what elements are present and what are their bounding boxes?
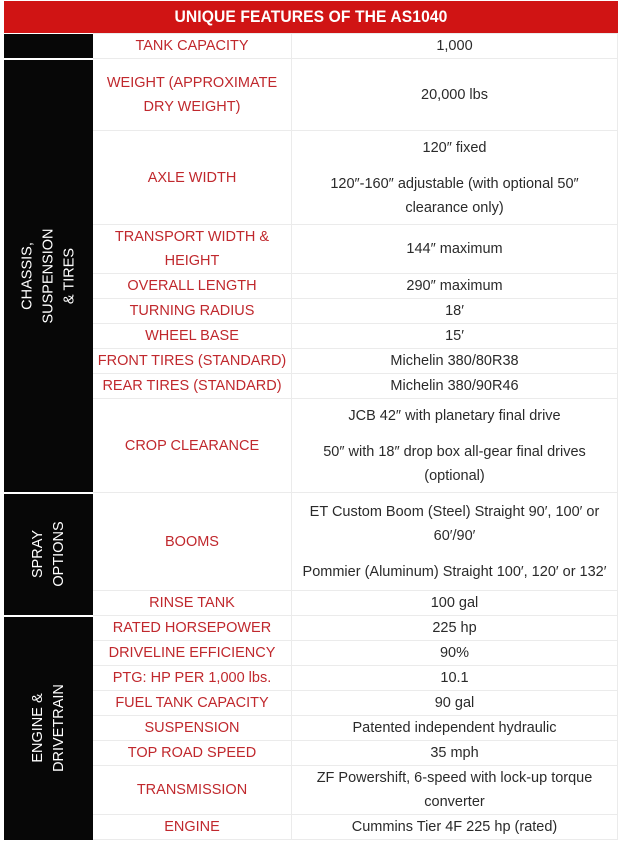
feature-value: [292, 274, 618, 299]
feature-label: RINSE TANK: [93, 591, 292, 616]
feature-value-line: Pommier (Aluminum) Straight 100′, 120′ or 132′: [302, 563, 607, 580]
table-row: [4, 59, 618, 131]
section-label-line: SPRAY: [29, 529, 46, 579]
feature-value: [292, 815, 618, 840]
feature-value: [292, 299, 618, 324]
section-label-cell: [4, 493, 93, 616]
feature-label: REAR TIRES (STANDARD): [93, 374, 292, 399]
feature-value: [292, 766, 618, 815]
feature-value: [292, 493, 618, 591]
feature-value: [292, 59, 618, 131]
feature-value: [292, 131, 618, 225]
feature-value-line: Patented independent hydraulic: [352, 720, 557, 736]
table-row: [4, 493, 618, 591]
feature-label: TURNING RADIUS: [93, 299, 292, 324]
table-row: [4, 324, 618, 349]
section-label-line: & TIRES: [61, 247, 77, 304]
table-row: [4, 349, 618, 374]
feature-value-line: 90%: [439, 645, 470, 661]
table-row: [4, 815, 618, 840]
table-row: [4, 766, 618, 815]
section-label: [17, 228, 80, 323]
section-label-line: SUSPENSION: [40, 227, 56, 324]
feature-label: WEIGHT (APPROXIMATE DRY WEIGHT): [93, 59, 292, 131]
feature-label: PTG: HP PER 1,000 lbs.: [93, 666, 292, 691]
feature-value-line: JCB 42″ with planetary final drive: [348, 407, 561, 424]
feature-label: CROP CLEARANCE: [93, 399, 292, 493]
feature-value-line: 120″ fixed: [422, 139, 487, 156]
feature-value: [292, 324, 618, 349]
section-label: [28, 521, 70, 586]
feature-value: [292, 225, 618, 274]
table-row: [4, 616, 618, 641]
feature-value-line: Michelin 380/90R46: [390, 378, 519, 394]
feature-value: 1,000: [292, 34, 618, 59]
feature-value-line: 50″ with 18″ drop box all-gear final drives (optional): [323, 443, 586, 484]
feature-value: [292, 716, 618, 741]
feature-value: [292, 691, 618, 716]
table-row: [4, 274, 618, 299]
feature-value-line: 10.1: [440, 670, 469, 686]
feature-value-line: 225 hp: [432, 620, 477, 636]
section-cell-empty: [4, 34, 93, 59]
feature-label: WHEEL BASE: [93, 324, 292, 349]
feature-label: ENGINE: [93, 815, 292, 840]
feature-label: RATED HORSEPOWER: [93, 616, 292, 641]
table-row: [4, 374, 618, 399]
feature-label: FRONT TIRES (STANDARD): [93, 349, 292, 374]
table-row: [4, 741, 618, 766]
feature-value-line: 35 mph: [430, 745, 479, 761]
feature-label: TRANSPORT WIDTH & HEIGHT: [93, 225, 292, 274]
feature-label: DRIVELINE EFFICIENCY: [93, 641, 292, 666]
feature-label: TANK CAPACITY: [93, 34, 292, 59]
table-row: [4, 666, 618, 691]
table-row: [4, 131, 618, 225]
section-label-line: DRIVETRAIN: [50, 684, 67, 772]
feature-label: TOP ROAD SPEED: [93, 741, 292, 766]
table-row: [4, 399, 618, 493]
feature-label: AXLE WIDTH: [93, 131, 292, 225]
feature-value-line: ET Custom Boom (Steel) Straight 90′, 100′ or 60′/90′: [309, 503, 600, 544]
table-row: [4, 716, 618, 741]
feature-value-line: 15′: [445, 328, 464, 344]
feature-value-line: 290″ maximum: [406, 278, 503, 294]
feature-value-line: 20,000 lbs: [421, 86, 488, 103]
table-title: UNIQUE FEATURES OF THE AS1040: [29, 1, 594, 33]
feature-value-line: 144″ maximum: [406, 241, 503, 257]
table-row: [4, 641, 618, 666]
feature-value-line: 18′: [445, 303, 464, 319]
feature-label: FUEL TANK CAPACITY: [93, 691, 292, 716]
feature-value: [292, 616, 618, 641]
feature-value-line: Michelin 380/80R38: [390, 353, 519, 369]
feature-label: BOOMS: [93, 493, 292, 591]
features-table-container: [4, 1, 618, 840]
section-label-line: OPTIONS: [50, 521, 67, 587]
table-row: [4, 225, 618, 274]
feature-label: SUSPENSION: [93, 716, 292, 741]
feature-value: [292, 349, 618, 374]
feature-value: [292, 666, 618, 691]
table-row: [4, 591, 618, 616]
feature-value: [292, 374, 618, 399]
feature-value-line: 120″-160″ adjustable (with optional 50″ clearance only): [330, 175, 579, 216]
feature-value: [292, 591, 618, 616]
section-label-cell: [4, 59, 93, 493]
features-table: [4, 33, 618, 840]
feature-value: [292, 741, 618, 766]
feature-value: [292, 399, 618, 493]
section-label-line: CHASSIS,: [19, 241, 35, 310]
section-label: [28, 684, 70, 772]
table-header: [4, 1, 618, 33]
table-row: [4, 299, 618, 324]
feature-label: TRANSMISSION: [93, 766, 292, 815]
feature-value-line: 90 gal: [434, 695, 475, 711]
feature-value-line: ZF Powershift, 6-speed with lock-up torque converter: [316, 770, 593, 810]
section-label-cell: [4, 616, 93, 840]
feature-value: [292, 641, 618, 666]
feature-label: OVERALL LENGTH: [93, 274, 292, 299]
feature-value-line: Cummins Tier 4F 225 hp (rated): [351, 819, 558, 835]
feature-value-line: 100 gal: [430, 595, 479, 611]
section-label-line: ENGINE &: [29, 693, 46, 763]
table-row: [4, 691, 618, 716]
table-row: [4, 34, 618, 59]
